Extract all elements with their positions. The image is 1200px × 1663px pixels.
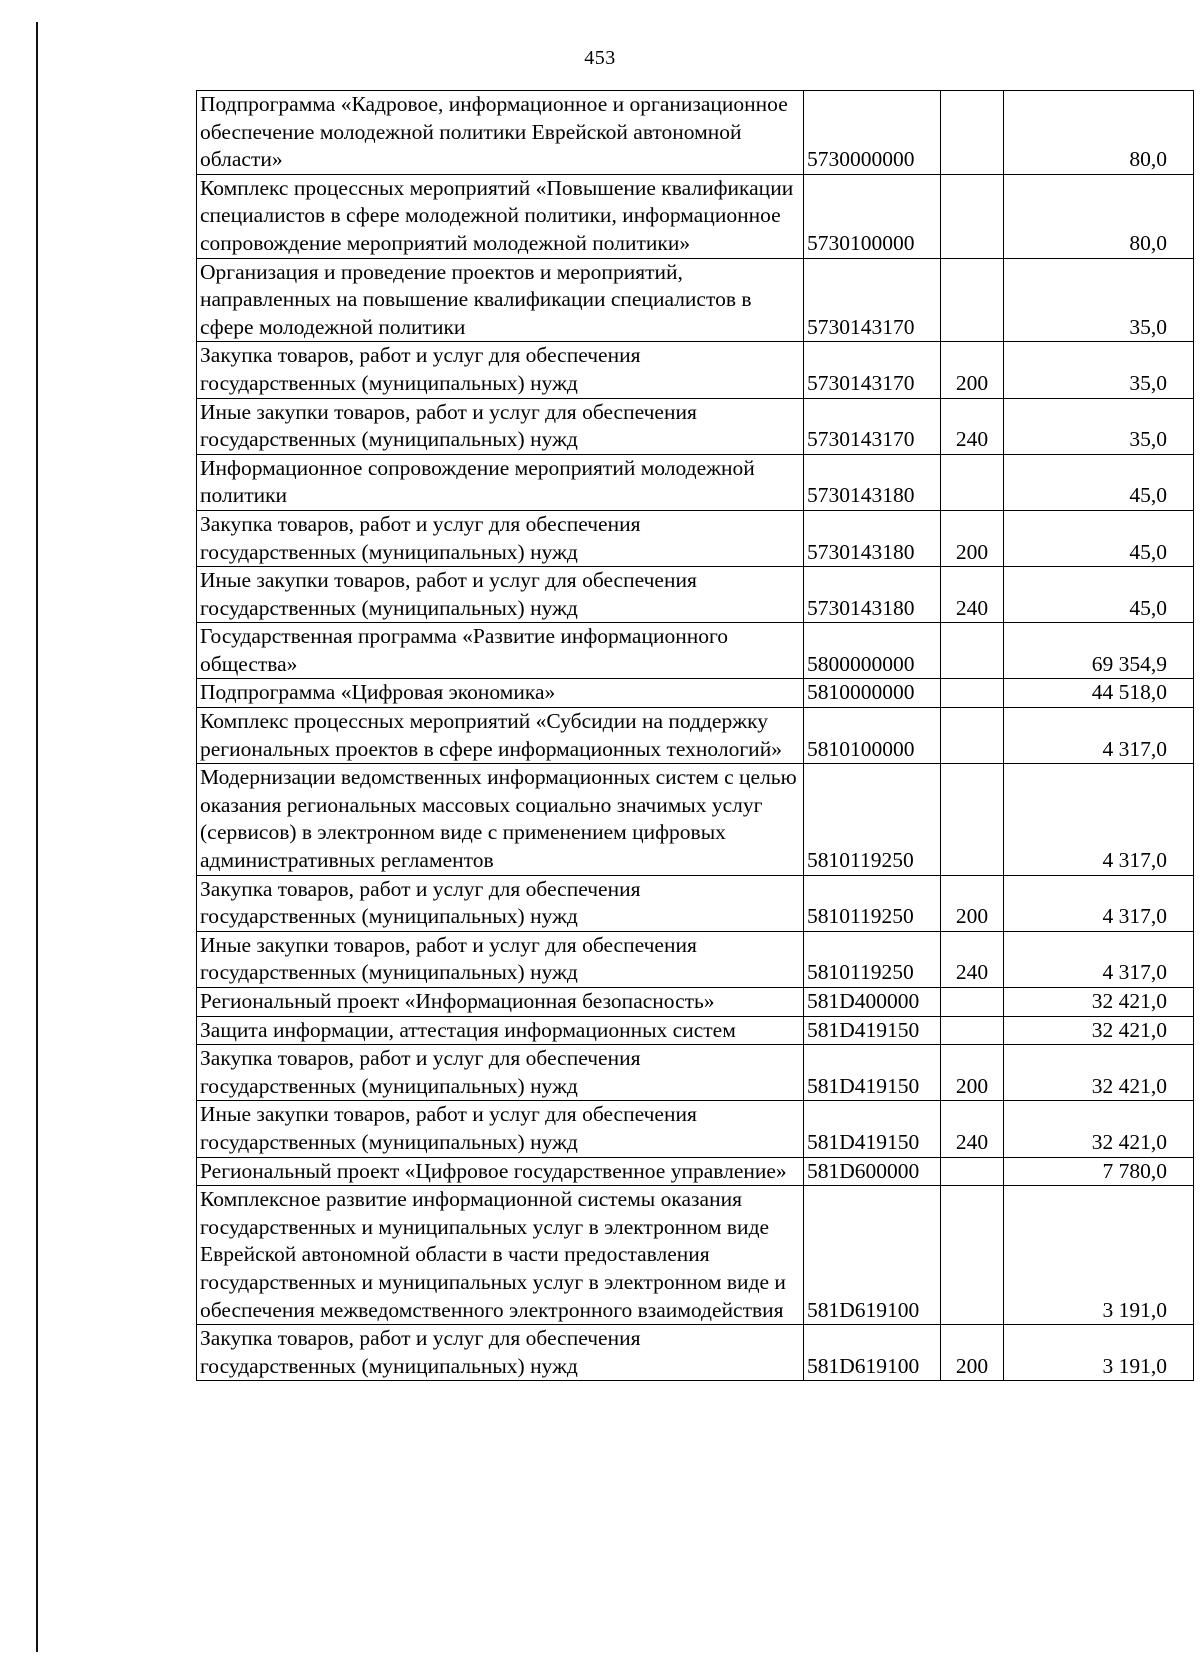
table-row: [197, 510, 1194, 566]
row-code-cell: 581D400000: [804, 988, 941, 1017]
table-row: [197, 764, 1194, 875]
row-code-cell: 5810119250: [804, 931, 941, 987]
row-type-cell: 240: [941, 1101, 1004, 1157]
row-name-cell: Иные закупки товаров, работ и услуг для обеспечения государственных (муниципальных) нужд: [197, 398, 804, 454]
table-row: [197, 91, 1194, 175]
table-row: [197, 679, 1194, 708]
row-name-cell: Региональный проект «Цифровое государственное управление»: [197, 1157, 804, 1186]
row-sum-cell: 32 421,0: [1004, 1016, 1194, 1045]
row-name-cell: Закупка товаров, работ и услуг для обеспечения государственных (муниципальных) нужд: [197, 875, 804, 931]
row-type-cell: 240: [941, 398, 1004, 454]
table-row: [197, 258, 1194, 342]
row-name-cell: Модернизации ведомственных информационных систем с целью оказания региональных массовых социально значимых услуг (сервисов) в электронном виде с применением цифровых административных регламентов: [197, 764, 804, 875]
row-type-cell: [941, 454, 1004, 510]
table-row: [197, 988, 1194, 1017]
row-sum-cell: 69 354,9: [1004, 623, 1194, 679]
row-type-cell: 200: [941, 510, 1004, 566]
row-type-cell: [941, 679, 1004, 708]
row-code-cell: 581D600000: [804, 1157, 941, 1186]
row-type-cell: [941, 258, 1004, 342]
row-code-cell: 581D619100: [804, 1186, 941, 1325]
table-row: [197, 454, 1194, 510]
table-row: [197, 398, 1194, 454]
row-name-cell: Защита информации, аттестация информационных систем: [197, 1016, 804, 1045]
page-number: 453: [584, 47, 616, 69]
row-sum-cell: 4 317,0: [1004, 764, 1194, 875]
row-sum-cell: 4 317,0: [1004, 708, 1194, 764]
row-sum-cell: 35,0: [1004, 398, 1194, 454]
row-code-cell: 5810100000: [804, 708, 941, 764]
row-name-cell: Комплекс процессных мероприятий «Субсидии на поддержку региональных проектов в сфере информационных технологий»: [197, 708, 804, 764]
row-type-cell: 200: [941, 1325, 1004, 1381]
row-sum-cell: 80,0: [1004, 91, 1194, 175]
row-type-cell: [941, 764, 1004, 875]
table-row: [197, 875, 1194, 931]
row-code-cell: 581D419150: [804, 1016, 941, 1045]
row-name-cell: Закупка товаров, работ и услуг для обеспечения государственных (муниципальных) нужд: [197, 342, 804, 398]
budget-table-body: [197, 91, 1194, 1381]
row-type-cell: [941, 91, 1004, 175]
table-row: [197, 1045, 1194, 1101]
row-code-cell: 5730100000: [804, 174, 941, 258]
table-row: [197, 1101, 1194, 1157]
row-sum-cell: 45,0: [1004, 510, 1194, 566]
table-row: [197, 1157, 1194, 1186]
row-code-cell: 5730143180: [804, 454, 941, 510]
row-type-cell: [941, 1186, 1004, 1325]
row-sum-cell: 35,0: [1004, 258, 1194, 342]
row-sum-cell: 4 317,0: [1004, 931, 1194, 987]
row-name-cell: Региональный проект «Информационная безопасность»: [197, 988, 804, 1017]
row-name-cell: Иные закупки товаров, работ и услуг для обеспечения государственных (муниципальных) нужд: [197, 567, 804, 623]
row-code-cell: 5730143180: [804, 510, 941, 566]
row-code-cell: 581D419150: [804, 1101, 941, 1157]
row-code-cell: 5800000000: [804, 623, 941, 679]
row-sum-cell: 3 191,0: [1004, 1186, 1194, 1325]
row-code-cell: 5810119250: [804, 875, 941, 931]
table-row: [197, 708, 1194, 764]
row-code-cell: 5730143180: [804, 567, 941, 623]
table-row: [197, 931, 1194, 987]
table-row: [197, 567, 1194, 623]
row-code-cell: 5730143170: [804, 258, 941, 342]
row-type-cell: [941, 708, 1004, 764]
row-sum-cell: 7 780,0: [1004, 1157, 1194, 1186]
row-name-cell: Организация и проведение проектов и мероприятий, направленных на повышение квалификации специалистов в сфере молодежной политики: [197, 258, 804, 342]
row-sum-cell: 80,0: [1004, 174, 1194, 258]
table-row: [197, 342, 1194, 398]
row-type-cell: [941, 988, 1004, 1017]
row-sum-cell: 45,0: [1004, 454, 1194, 510]
row-type-cell: [941, 1157, 1004, 1186]
row-sum-cell: 35,0: [1004, 342, 1194, 398]
row-code-cell: 5730143170: [804, 398, 941, 454]
table-row: [197, 1325, 1194, 1381]
row-type-cell: [941, 1016, 1004, 1045]
row-sum-cell: 32 421,0: [1004, 988, 1194, 1017]
row-name-cell: Закупка товаров, работ и услуг для обеспечения государственных (муниципальных) нужд: [197, 1045, 804, 1101]
row-code-cell: 5730143170: [804, 342, 941, 398]
row-type-cell: 200: [941, 342, 1004, 398]
row-code-cell: 581D619100: [804, 1325, 941, 1381]
row-sum-cell: 3 191,0: [1004, 1325, 1194, 1381]
row-code-cell: 5810119250: [804, 764, 941, 875]
row-name-cell: Комплексное развитие информационной системы оказания государственных и муниципальных услуг в электронном виде Еврейской автономной области в части предоставления государственных и муниципальных услуг в электронном виде и обеспечения межведомственного электронного взаимодействия: [197, 1186, 804, 1325]
row-name-cell: Государственная программа «Развитие информационного общества»: [197, 623, 804, 679]
row-name-cell: Комплекс процессных мероприятий «Повышение квалификации специалистов в сфере молодежной политики, информационное сопровождение мероприятий молодежной политики»: [197, 174, 804, 258]
row-name-cell: Закупка товаров, работ и услуг для обеспечения государственных (муниципальных) нужд: [197, 510, 804, 566]
row-type-cell: [941, 174, 1004, 258]
row-type-cell: 240: [941, 567, 1004, 623]
left-margin-line: [36, 22, 38, 1652]
row-name-cell: Иные закупки товаров, работ и услуг для обеспечения государственных (муниципальных) нужд: [197, 1101, 804, 1157]
row-code-cell: 5810000000: [804, 679, 941, 708]
row-type-cell: 200: [941, 1045, 1004, 1101]
table-row: [197, 174, 1194, 258]
row-sum-cell: 44 518,0: [1004, 679, 1194, 708]
row-code-cell: 5730000000: [804, 91, 941, 175]
row-name-cell: Подпрограмма «Кадровое, информационное и организационное обеспечение молодежной политики Еврейской автономной области»: [197, 91, 804, 175]
row-type-cell: 240: [941, 931, 1004, 987]
row-name-cell: Закупка товаров, работ и услуг для обеспечения государственных (муниципальных) нужд: [197, 1325, 804, 1381]
row-sum-cell: 4 317,0: [1004, 875, 1194, 931]
row-code-cell: 581D419150: [804, 1045, 941, 1101]
row-name-cell: Информационное сопровождение мероприятий молодежной политики: [197, 454, 804, 510]
table-row: [197, 623, 1194, 679]
budget-table: [196, 90, 1194, 1381]
row-sum-cell: 45,0: [1004, 567, 1194, 623]
table-row: [197, 1016, 1194, 1045]
row-type-cell: [941, 623, 1004, 679]
row-name-cell: Подпрограмма «Цифровая экономика»: [197, 679, 804, 708]
row-sum-cell: 32 421,0: [1004, 1101, 1194, 1157]
row-type-cell: 200: [941, 875, 1004, 931]
row-sum-cell: 32 421,0: [1004, 1045, 1194, 1101]
row-name-cell: Иные закупки товаров, работ и услуг для обеспечения государственных (муниципальных) нужд: [197, 931, 804, 987]
table-row: [197, 1186, 1194, 1325]
